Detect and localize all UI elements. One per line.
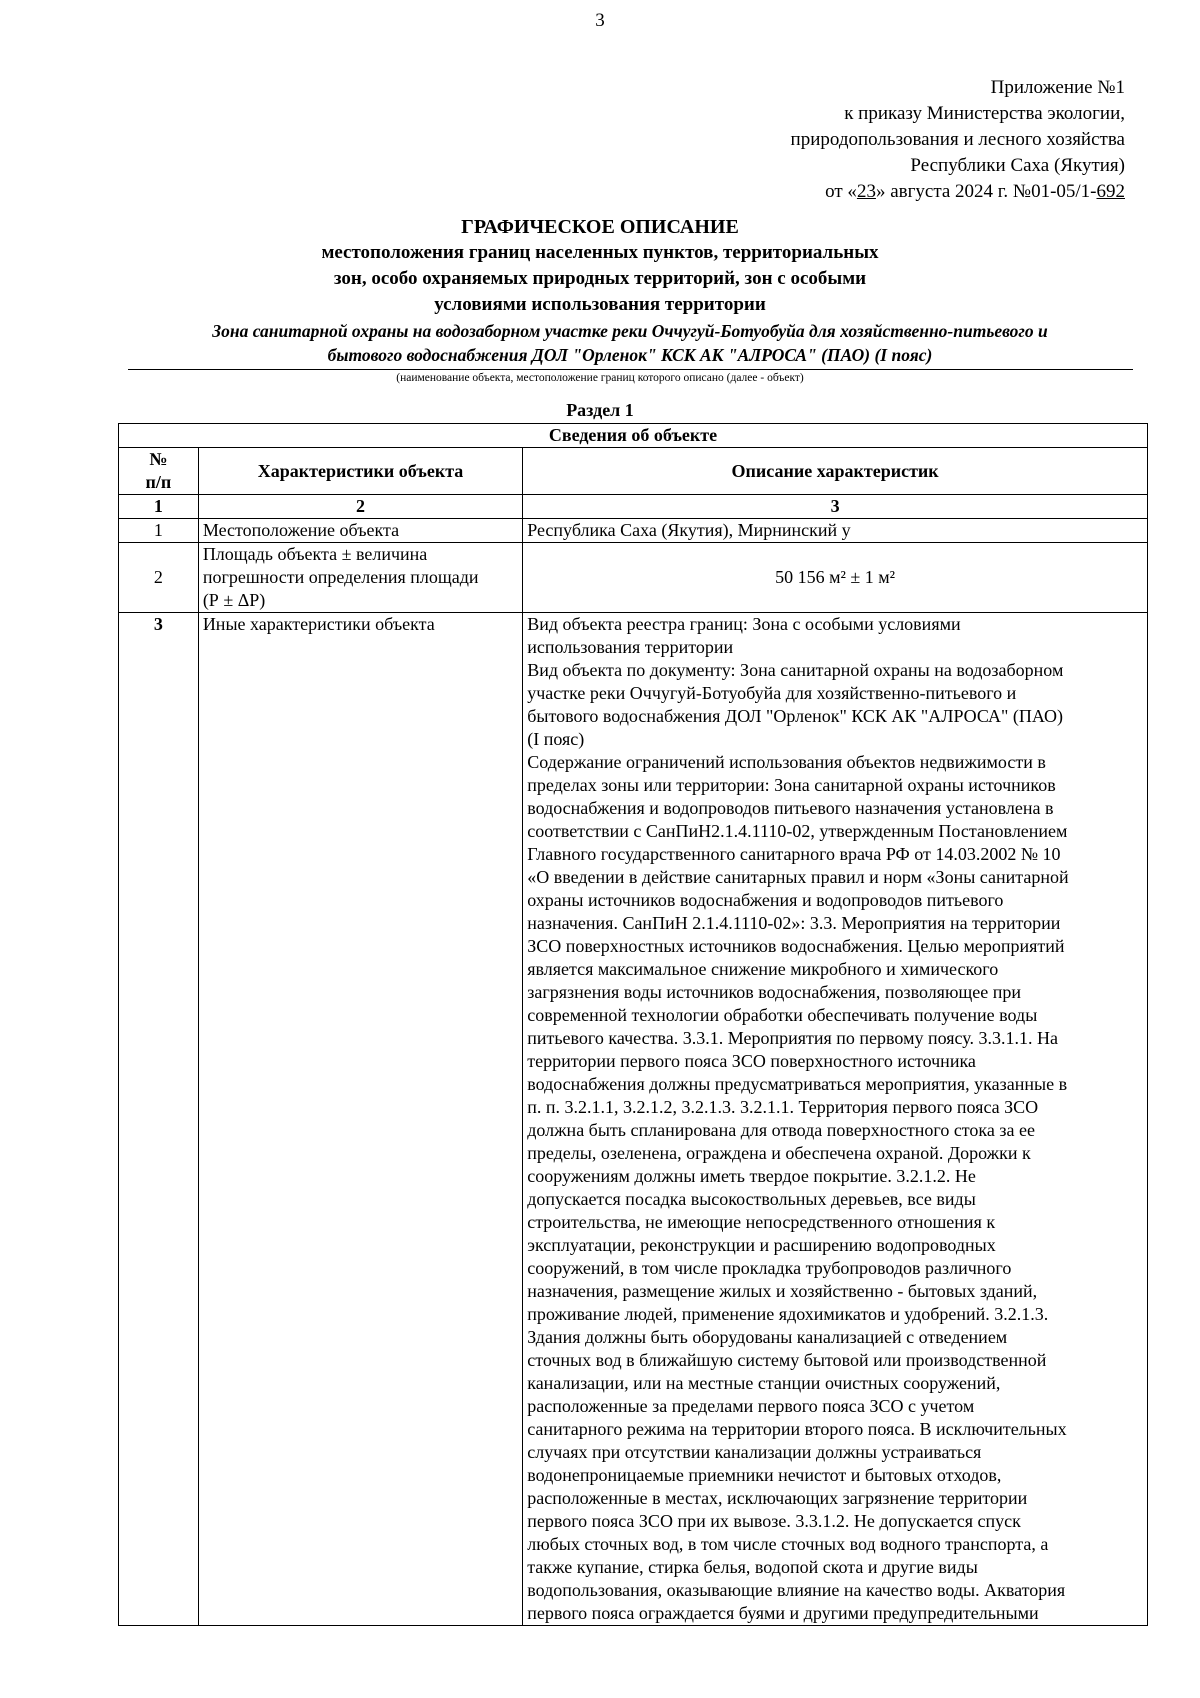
row-description: Республика Саха (Якутия), Мирнинский у — [523, 519, 1148, 543]
object-note: (наименование объекта, местоположение границ которого описано (далее - объект) — [396, 372, 804, 384]
description-line: сооружениям должны иметь твердое покрытие. 3.2.1.2. Не — [527, 1166, 976, 1186]
description-line: первого пояса ЗСО при их вывозе. 3.3.1.2. Не допускается спуск — [527, 1511, 1021, 1531]
row-characteristic — [198, 543, 522, 613]
object-name-underline — [128, 369, 1133, 370]
characteristic-line: (Р ± ΔР) — [202, 590, 266, 610]
description-line: также купание, стирка белья, водопой скота и другие виды — [527, 1557, 978, 1577]
section-title: Раздел 1 — [566, 400, 634, 420]
row-description — [523, 613, 1148, 1626]
page-number: 3 — [595, 10, 605, 31]
row-characteristic: Иные характеристики объекта — [198, 613, 522, 1626]
characteristic-line: погрешности определения площади — [202, 567, 479, 587]
description-line: допускается посадка высокоствольных деревьев, все виды — [527, 1189, 976, 1209]
description-line: п. п. 3.2.1.1, 3.2.1.2, 3.2.1.3. 3.2.1.1. Территория первого пояса ЗСО — [527, 1097, 1039, 1117]
description-line: пределы, озеленена, ограждена и обеспечена охраной. Дорожки к — [527, 1143, 1031, 1163]
row-description: 50 156 м² ± 1 м² — [523, 543, 1148, 613]
table-row — [119, 543, 1148, 613]
column-number: 2 — [198, 495, 522, 519]
date-middle: » августа 2024 г. №01-05/1- — [875, 181, 1097, 202]
header-num-line: № — [149, 449, 168, 469]
row-number: 3 — [119, 613, 199, 1626]
description-line: сооружений, в том числе прокладка трубопроводов различного — [527, 1258, 1012, 1278]
description-line: является максимальное снижение микробного и химического — [527, 959, 999, 979]
description-line: участке реки Оччугуй-Ботуобуйа для хозяйственно-питьевого и — [527, 683, 1017, 703]
description-line: первого пояса ограждается буями и другими предупредительными — [527, 1603, 1039, 1623]
description-line: назначения, размещение жилых и хозяйственно - бытовых зданий, — [527, 1281, 1038, 1301]
table-row — [119, 613, 1148, 1626]
description-line: расположенные за пределами первого пояса ЗСО с учетом — [527, 1396, 975, 1416]
description-line: соответствии с СанПиН2.1.4.1110-02, утвержденным Постановлением — [527, 821, 1068, 841]
description-line: случаях при отсутствии канализации должны устраиваться — [527, 1442, 982, 1462]
description-line: загрязнения воды источников водоснабжения, позволяющее при — [527, 982, 1022, 1002]
order-date-line — [791, 179, 1125, 205]
header-num-line: п/п — [145, 472, 172, 492]
description-line: эксплуатации, реконструкции и расширению водопроводных — [527, 1235, 996, 1255]
document-title: ГРАФИЧЕСКОЕ ОПИСАНИЕ — [461, 216, 739, 238]
document-subtitle: зон, особо охраняемых природных территорий, зон с особыми — [333, 268, 867, 289]
order-day: 23 — [856, 181, 876, 202]
description-line: должна быть спланирована для отвода поверхностного стока за ее — [527, 1120, 1035, 1140]
description-line: водопользования, оказывающие влияние на качество воды. Акватория — [527, 1580, 1066, 1600]
description-line: современной технологии обработки обеспечивать получение воды — [527, 1005, 1038, 1025]
description-line: санитарного режима на территории второго пояса. В исключительных — [527, 1419, 1067, 1439]
object-name-line: бытового водоснабжения ДОЛ "Орленок" КСК АК "АЛРОСА" (ПАО) (I пояс) — [327, 345, 933, 365]
appendix-line: природопользования и лесного хозяйства — [790, 129, 1125, 150]
description-line: Главного государственного санитарного врача РФ от 14.03.2002 № 10 — [527, 844, 1061, 864]
row-number: 1 — [119, 519, 199, 543]
object-name — [130, 319, 1130, 367]
object-name-line: Зона санитарной охраны на водозаборном участке реки Оччугуй-Ботуобуйа для хозяйственно-питьевого и — [212, 321, 1048, 341]
row-number: 2 — [119, 543, 199, 613]
description-line: использования территории — [527, 637, 734, 657]
date-prefix: от « — [825, 181, 857, 202]
characteristic-line: Площадь объекта ± величина — [202, 544, 428, 564]
document-subtitle: местоположения границ населенных пунктов, территориальных — [321, 242, 879, 263]
description-line: строительства, не имеющие непосредственного отношения к — [527, 1212, 996, 1232]
order-number: 692 — [1096, 181, 1125, 202]
description-line: питьевого качества. 3.3.1. Мероприятия по первому поясу. 3.3.1.1. На — [527, 1028, 1058, 1048]
description-line: любых сточных вод, в том числе сточных вод водного транспорта, а — [527, 1534, 1049, 1554]
document-heading — [0, 214, 1200, 318]
description-line: Здания должны быть оборудованы канализацией с отведением — [527, 1327, 1008, 1347]
description-line: водонепроницаемые приемники нечистот и бытовых отходов, — [527, 1465, 1002, 1485]
column-number: 3 — [523, 495, 1148, 519]
description-line: Содержание ограничений использования объектов недвижимости в — [527, 752, 1046, 772]
description-line: Вид объекта по документу: Зона санитарной охраны на водозаборном — [527, 660, 1064, 680]
description-line: канализации, или на местные станции очистных сооружений, — [527, 1373, 1001, 1393]
appendix-line: Республики Саха (Якутия) — [910, 155, 1125, 176]
description-line: «О введении в действие санитарных правил и норм «Зоны санитарной — [527, 867, 1069, 887]
description-line: расположенные в местах, исключающих загрязнение территории — [527, 1488, 1028, 1508]
description-line: территории первого пояса ЗСО поверхностного источника — [527, 1051, 976, 1071]
description-line: назначения. СанПиН 2.1.4.1110-02»: 3.3. Мероприятия на территории — [527, 913, 1061, 933]
description-line: водоснабжения и водопроводов питьевого назначения установлена в — [527, 798, 1054, 818]
description-line: сточных вод в ближайшую систему бытовой или производственной — [527, 1350, 1047, 1370]
column-number: 1 — [119, 495, 199, 519]
description-line: проживание людей, применение ядохимикатов и удобрений. 3.2.1.3. — [527, 1304, 1049, 1324]
description-line: пределах зоны или территории: Зона санитарной охраны источников — [527, 775, 1056, 795]
description-line: водоснабжения должны предусматриваться мероприятия, указанные в — [527, 1074, 1068, 1094]
row-characteristic: Местоположение объекта — [198, 519, 522, 543]
description-line: охраны источников водоснабжения и водопроводов питьевого — [527, 890, 1004, 910]
description-line: ЗСО поверхностных источников водоснабжения. Целью мероприятий — [527, 936, 1065, 956]
header-characteristic: Характеристики объекта — [198, 448, 522, 495]
appendix-line: к приказу Министерства экологии, — [844, 103, 1125, 124]
appendix-block — [791, 75, 1125, 205]
header-description: Описание характеристик — [523, 448, 1148, 495]
header-num — [119, 448, 199, 495]
description-line: (I пояс) — [527, 729, 585, 749]
description-line: бытового водоснабжения ДОЛ "Орленок" КСК АК "АЛРОСА" (ПАО) — [527, 706, 1063, 726]
table-row — [119, 519, 1148, 543]
appendix-title: Приложение №1 — [990, 77, 1125, 98]
description-line: Вид объекта реестра границ: Зона с особыми условиями — [527, 614, 961, 634]
document-subtitle: условиями использования территории — [434, 294, 766, 315]
object-info-table — [118, 423, 1148, 1626]
table-title: Сведения об объекте — [119, 424, 1148, 448]
